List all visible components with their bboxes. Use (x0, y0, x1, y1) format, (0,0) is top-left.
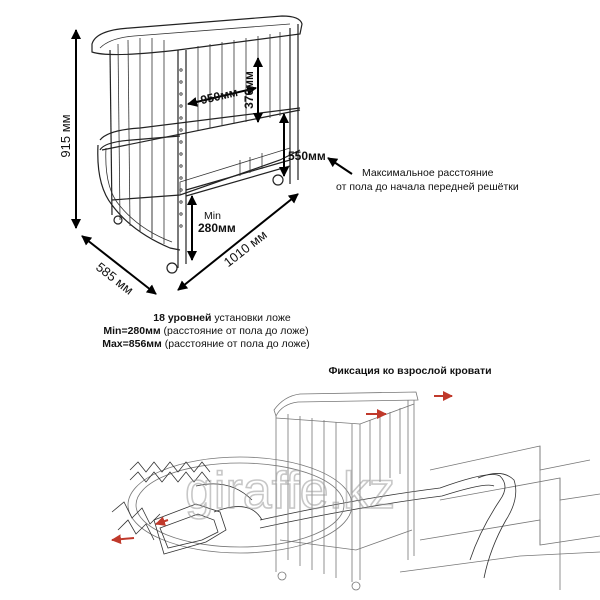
depth-label: 585 мм (93, 259, 137, 298)
height-label: 915 мм (58, 114, 73, 158)
levels-bold: 18 уровней (153, 312, 212, 324)
fixation-arrow-left (112, 538, 134, 540)
watermark-logo: giraffe.kz (184, 462, 396, 520)
max-distance-note-line1: Максимальное расстояние (362, 167, 494, 179)
levels-text: установки ложе (211, 312, 291, 324)
min-bold: Min=280мм (103, 325, 161, 337)
inner-height-label: 370мм (242, 71, 256, 109)
length-label: 1010 мм (220, 227, 270, 270)
min-text: (расстояние от пола до ложе) (160, 325, 309, 337)
levels-note (153, 312, 291, 324)
min-value-label: 280мм (198, 221, 236, 235)
max-note (102, 338, 310, 350)
min-label: Min (204, 210, 221, 222)
max-distance-note-line2: от пола до начала передней решётки (336, 181, 519, 193)
fixation-title: Фиксация ко взрослой кровати (328, 365, 492, 377)
gap-550-label: 550мм (288, 149, 326, 163)
max-bold: Max=856мм (102, 338, 162, 350)
crib-drawing (92, 16, 302, 273)
max-text: (расстояние от пола до ложе) (161, 338, 310, 350)
fixation-arrow-strap (156, 520, 168, 524)
min-note (103, 325, 308, 337)
inner-length-label: 950мм (199, 85, 240, 108)
